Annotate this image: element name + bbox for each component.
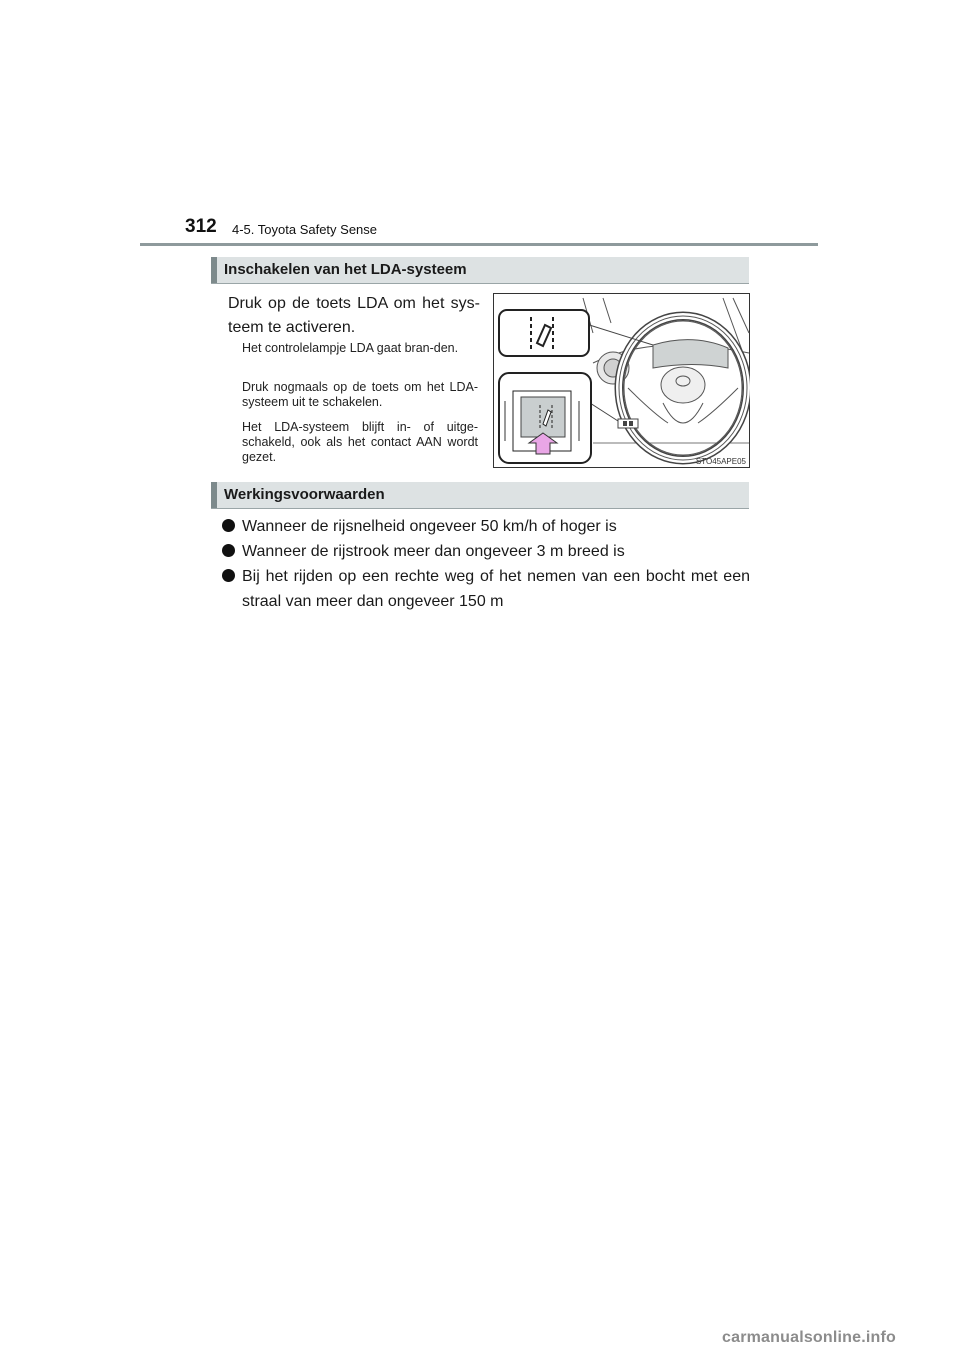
- bullet-icon: [222, 544, 235, 557]
- heading-accent-bar: [211, 482, 217, 508]
- note-text: Het LDA-systeem blijft in- of uitge-schakeld, ook als het contact AAN wordt gezet.: [242, 420, 478, 464]
- dashboard-illustration: [493, 293, 750, 468]
- heading-accent-bar: [211, 257, 217, 283]
- note-text: Druk nogmaals op de toets om het LDA-systeem uit te schakelen.: [242, 380, 478, 409]
- section-heading-label: Werkingsvoorwaarden: [224, 486, 385, 503]
- section-breadcrumb: 4-5. Toyota Safety Sense: [232, 222, 378, 237]
- conditions-list: [222, 514, 750, 614]
- list-item: [222, 564, 750, 614]
- list-item: [222, 539, 750, 564]
- figure-code: STO45APE05: [695, 457, 746, 466]
- section-heading-operating-conditions: [211, 482, 749, 509]
- bullet-icon: [222, 569, 235, 582]
- page-number: 312: [185, 216, 217, 237]
- list-item: [222, 514, 750, 539]
- instruction-text: Druk op de toets LDA om het sys-teem te activeren.: [228, 295, 480, 336]
- bullet-icon: [222, 519, 235, 532]
- dashboard-drawing: [493, 293, 750, 468]
- list-item-text: Wanneer de rijstrook meer dan ongeveer 3 m breed is: [242, 543, 625, 560]
- section-heading-lda-activation: [211, 257, 749, 284]
- section-heading-label: Inschakelen van het LDA-systeem: [224, 261, 467, 278]
- list-item-text: Wanneer de rijsnelheid ongeveer 50 km/h of hoger is: [242, 518, 617, 535]
- list-item-text: Bij het rijden op een rechte weg of het nemen van een bocht met een straal van meer dan ongeveer 150 m: [242, 568, 750, 610]
- watermark: carmanualsonline.info: [722, 1329, 897, 1346]
- header-divider: [140, 243, 818, 246]
- note-text: Het controlelampje LDA gaat bran-den.: [242, 341, 459, 355]
